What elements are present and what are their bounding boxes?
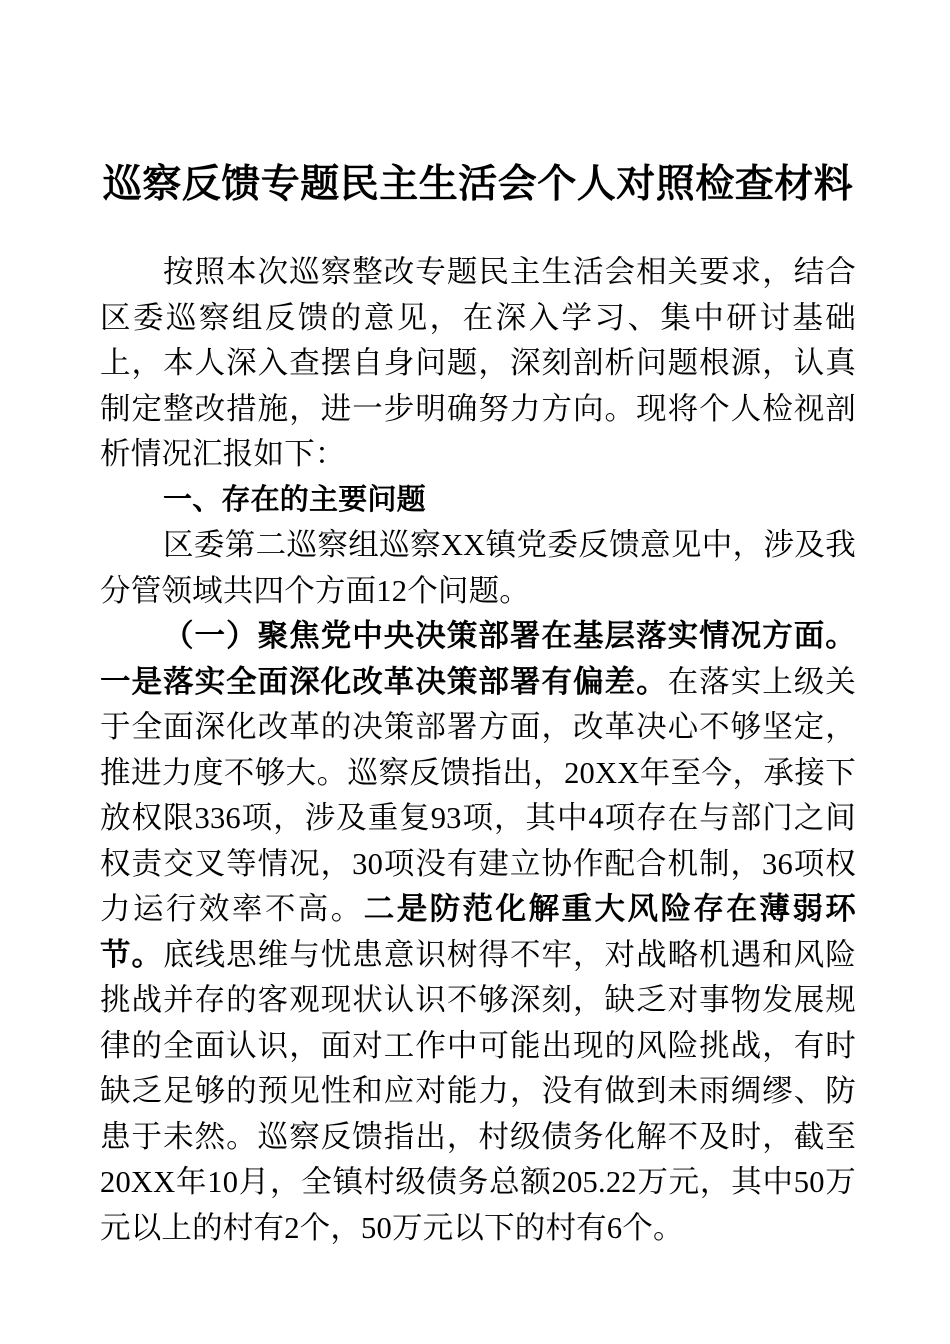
paragraph-intro	[100, 250, 856, 478]
paragraph-intro-text: 按照本次巡察整改专题民主生活会相关要求，结合区委巡察组反馈的意见，在深入学习、集中研讨基础上，本人深入查摆自身问题，深刻剖析问题根源，认真制定整改措施，进一步明确努力方向。现将个人检视剖析情况汇报如下：	[100, 255, 856, 471]
item-one-sub-bold: 二是防范化解重大风险存在薄弱环节。	[100, 892, 856, 972]
item-one-lead-bold: （一）聚焦党中央决策部署在基层落实情况方面。一是落实全面深化改革决策部署有偏差。	[100, 619, 856, 699]
item-one-body-b: 底线思维与忧患意识树得不牢，对战略机遇和风险挑战并存的客观现状认识不够深刻，缺乏对事物发展规律的全面认识，面对工作中可能出现的风险挑战，有时缺乏足够的预见性和应对能力，没有做到未雨绸缪、防患于未然。巡察反馈指出，村级债务化解不及时，截至20XX年10月，全镇村级债务总额205.22万元，其中50万元以上的村有2个，50万元以下的村有6个。	[100, 937, 856, 1245]
paragraph-scope	[100, 523, 856, 614]
document-body	[100, 0, 856, 1251]
page-title: 巡察反馈专题民主生活会个人对照检查材料	[102, 163, 854, 206]
paragraph-scope-text: 区委第二巡察组巡察XX镇党委反馈意见中，涉及我分管领域共四个方面12个问题。	[100, 528, 856, 608]
item-one-body-a: 在落实上级关于全面深化改革的决策部署方面，改革决心不够坚定，推进力度不够大。巡察反馈指出，20XX年至今，承接下放权限336项，涉及重复93项，其中4项存在与部门之间权责交叉等情况，30项没有建立协作配合机制，36项权力运行效率不高。	[100, 664, 856, 926]
section-heading-one-text: 一、存在的主要问题	[163, 483, 426, 516]
paragraph-item-one	[100, 614, 856, 1251]
section-heading-one	[100, 478, 856, 524]
